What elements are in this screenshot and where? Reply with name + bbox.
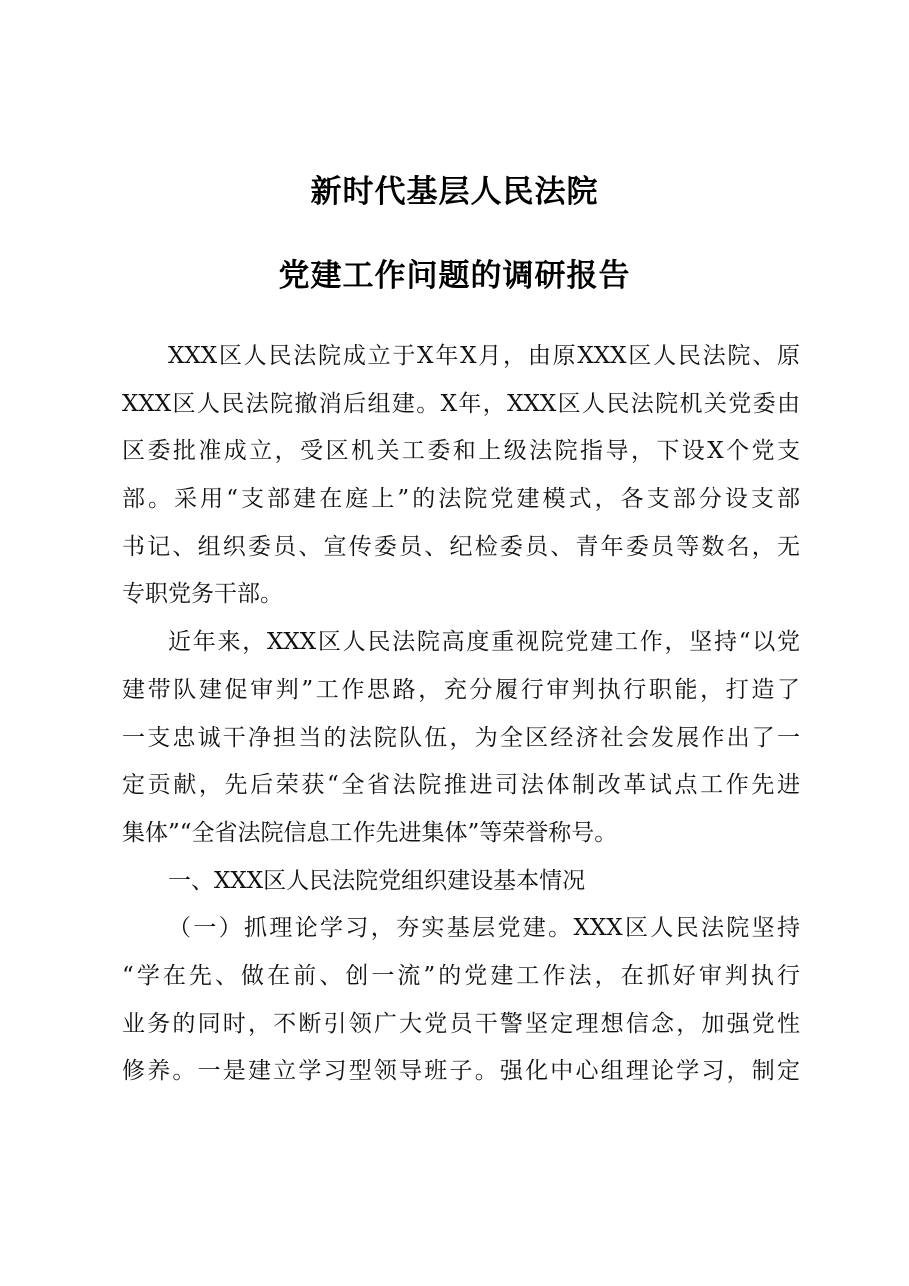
- text-line: 书记、组织委员、宣传委员、纪检委员、青年委员等数名，无: [122, 533, 800, 560]
- text-line: 业务的同时，不断引领广大党员干警坚定理想信念，加强党性: [122, 1010, 800, 1037]
- text-line: 修养。一是建立学习型领导班子。强化中心组理论学习，制定: [122, 1058, 800, 1085]
- section-heading: [122, 858, 800, 906]
- text-line: 建带队建促审判”工作思路，充分履行审判执行职能，打造了: [122, 676, 800, 703]
- text-line: 一支忠诚干净担当的法院队伍，为全区经济社会发展作出了一: [122, 724, 800, 751]
- document-title-line-1: 新时代基层人民法院: [310, 174, 599, 210]
- text-line: 定贡献，先后荣获“全省法院推进司法体制改革试点工作先进: [122, 772, 800, 799]
- text-line: 专职党务干部。: [122, 581, 283, 608]
- document-title-line-2: 党建工作问题的调研报告: [278, 258, 631, 294]
- text-line: （一）抓理论学习，夯实基层党建。XXX区人民法院坚持: [168, 915, 800, 942]
- paragraph: [122, 333, 800, 619]
- text-line: XXX区人民法院撤消后组建。X年，XXX区人民法院机关党委由: [122, 390, 800, 417]
- text-line: 近年来，XXX区人民法院高度重视院党建工作，坚持“以党: [168, 629, 800, 656]
- paragraph: [122, 905, 800, 1096]
- paragraph: [122, 619, 800, 857]
- text-line: “学在先、做在前、创一流”的党建工作法，在抓好审判执行: [122, 962, 800, 989]
- text-line: 区委批准成立，受区机关工委和上级法院指导，下设X个党支: [122, 438, 800, 465]
- document-body: [122, 333, 800, 1096]
- text-line: 部。采用“支部建在庭上”的法院党建模式，各支部分设支部: [122, 486, 800, 513]
- text-line: XXX区人民法院成立于X年X月，由原XXX区人民法院、原: [168, 343, 800, 369]
- text-line: 集体”“全省法院信息工作先进集体”等荣誉称号。: [122, 819, 618, 846]
- text-line: 一、XXX区人民法院党组织建设基本情况: [168, 867, 586, 894]
